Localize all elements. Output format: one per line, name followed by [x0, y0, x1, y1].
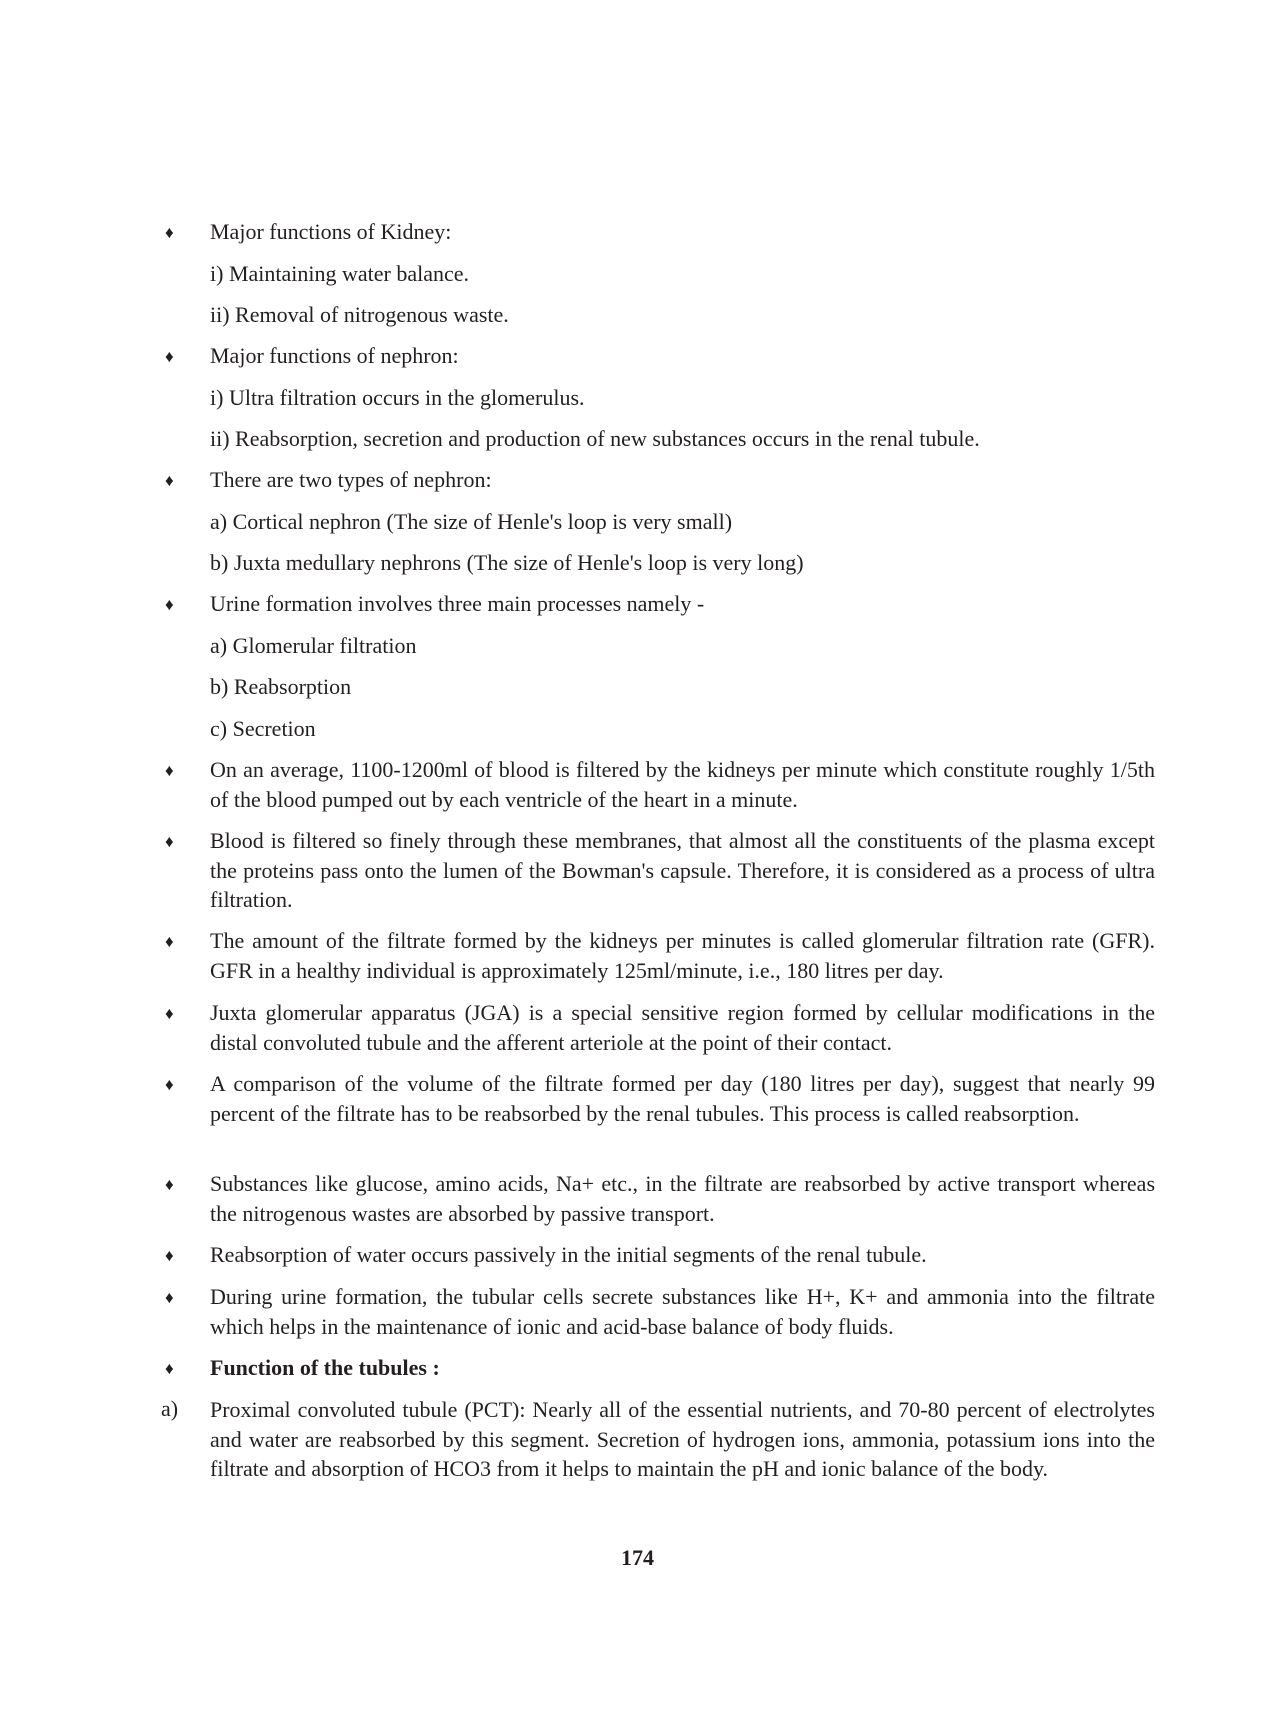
- list-item: On an average, 1100-1200ml of blood is filtered by the kidneys per minute which constitute roughly 1/5th of the blood pumped out by each ventricle of the heart in a minute.: [210, 757, 1155, 812]
- list-item: Blood is filtered so finely through these membranes, that almost all the constituents of the plasma except the proteins pass onto the lumen of the Bowman's capsule. Therefore, it is considered as a process of ultra filtration.: [210, 828, 1155, 912]
- diamond-bullet-icon: ♦: [165, 223, 174, 242]
- sub-item: i) Maintaining water balance.: [210, 261, 470, 286]
- sub-item: b) Reabsorption: [210, 674, 352, 699]
- list-item: During urine formation, the tubular cells secrete substances like H+, K+ and ammonia into the filtrate which helps in the maintenance of ionic and acid-base balance of body fluids.: [210, 1284, 1155, 1339]
- diamond-bullet-icon: ♦: [165, 1075, 174, 1094]
- diamond-bullet-icon: ♦: [165, 832, 174, 851]
- diamond-bullet-icon: ♦: [165, 1246, 174, 1265]
- sub-item: ii) Reabsorption, secretion and production of new substances occurs in the renal tubule.: [210, 426, 980, 451]
- sub-item: i) Ultra filtration occurs in the glomerulus.: [210, 385, 585, 410]
- diamond-bullet-icon: ♦: [165, 471, 174, 490]
- sub-item: b) Juxta medullary nephrons (The size of Henle's loop is very long): [210, 550, 804, 575]
- list-item: Urine formation involves three main processes namely -: [210, 591, 705, 616]
- list-item: Major functions of Kidney:: [210, 219, 452, 244]
- list-item: Juxta glomerular apparatus (JGA) is a special sensitive region formed by cellular modifications in the distal convoluted tubule and the afferent arteriole at the point of their contact.: [210, 1000, 1155, 1055]
- diamond-bullet-icon: ♦: [165, 347, 174, 366]
- list-item: Reabsorption of water occurs passively in the initial segments of the renal tubule.: [210, 1242, 927, 1267]
- list-marker: a): [161, 1396, 179, 1421]
- list-item: A comparison of the volume of the filtrate formed per day (180 litres per day), suggest that nearly 99 percent of the filtrate has to be reabsorbed by the renal tubules. This process is called reabsorption.: [210, 1071, 1155, 1126]
- diamond-bullet-icon: ♦: [165, 1004, 174, 1023]
- list-item: Major functions of nephron:: [210, 343, 459, 368]
- diamond-bullet-icon: ♦: [165, 1359, 174, 1378]
- diamond-bullet-icon: ♦: [165, 1288, 174, 1307]
- list-item: Substances like glucose, amino acids, Na+ etc., in the filtrate are reabsorbed by active transport whereas the nitrogenous wastes are absorbed by passive transport.: [210, 1171, 1155, 1226]
- list-item: The amount of the filtrate formed by the kidneys per minutes is called glomerular filtration rate (GFR). GFR in a healthy individual is approximately 125ml/minute, i.e., 180 litres per day.: [210, 928, 1155, 983]
- page-number: 174: [621, 1545, 654, 1570]
- diamond-bullet-icon: ♦: [165, 595, 174, 614]
- sub-item: ii) Removal of nitrogenous waste.: [210, 302, 509, 327]
- list-item: There are two types of nephron:: [210, 467, 492, 492]
- section-heading: Function of the tubules :: [210, 1355, 440, 1380]
- sub-item: c) Secretion: [210, 716, 316, 741]
- sub-item: a) Glomerular filtration: [210, 633, 417, 658]
- diamond-bullet-icon: ♦: [165, 932, 174, 951]
- diamond-bullet-icon: ♦: [165, 761, 174, 780]
- diamond-bullet-icon: ♦: [165, 1175, 174, 1194]
- sub-item: a) Cortical nephron (The size of Henle's loop is very small): [210, 509, 733, 534]
- list-item: Proximal convoluted tubule (PCT): Nearly all of the essential nutrients, and 70-80 percent of electrolytes and water are reabsorbed by this segment. Secretion of hydrogen ions, ammonia, potassium ions into the filtrate and absorption of HCO3 from it helps to maintain the pH and ionic balance of the body.: [210, 1397, 1155, 1481]
